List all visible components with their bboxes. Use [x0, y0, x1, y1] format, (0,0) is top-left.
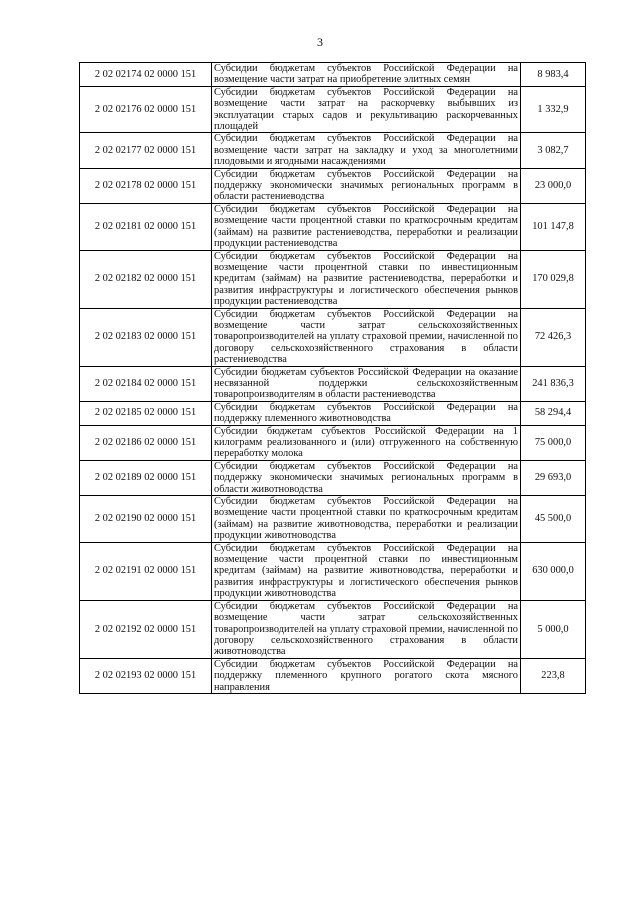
description-cell: Субсидии бюджетам субъектов Российской Федерации на возмещение части процентной ставки по краткосрочным кредитам (займам) на развитие животноводства, переработки и реализации продукции животноводства — [212, 496, 521, 543]
description-cell: Субсидии бюджетам субъектов Российской Федерации на поддержку племенного животноводства — [212, 401, 521, 425]
amount-cell: 75 000,0 — [521, 425, 586, 460]
budget-code-cell: 2 02 02193 02 0000 151 — [80, 658, 212, 693]
description-cell: Субсидии бюджетам субъектов Российской Федерации на возмещение части затрат сельскохозяйственных товаропроизводителей на уплату страховой премии, начисленной по договору сельскохозяйственного страхования в области растениеводства — [212, 308, 521, 366]
amount-cell: 1 332,9 — [521, 86, 586, 133]
description-cell: Субсидии бюджетам субъектов Российской Федерации на поддержку экономически значимых региональных программ в области животноводства — [212, 460, 521, 495]
budget-code-cell: 2 02 02185 02 0000 151 — [80, 401, 212, 425]
budget-code-cell: 2 02 02192 02 0000 151 — [80, 600, 212, 658]
table-row — [80, 425, 586, 460]
table-row — [80, 308, 586, 366]
budget-table — [79, 62, 586, 694]
budget-code-cell: 2 02 02176 02 0000 151 — [80, 86, 212, 133]
budget-code-cell: 2 02 02174 02 0000 151 — [80, 63, 212, 87]
amount-cell: 101 147,8 — [521, 203, 586, 250]
table-row — [80, 168, 586, 203]
amount-cell: 630 000,0 — [521, 542, 586, 600]
page-number: 3 — [317, 35, 323, 49]
budget-code-cell: 2 02 02183 02 0000 151 — [80, 308, 212, 366]
budget-code-cell: 2 02 02189 02 0000 151 — [80, 460, 212, 495]
budget-code-cell: 2 02 02190 02 0000 151 — [80, 496, 212, 543]
amount-cell: 29 693,0 — [521, 460, 586, 495]
description-cell: Субсидии бюджетам субъектов Российской Федерации на возмещение части процентной ставки по инвестиционным кредитам (займам) на развитие растениеводства, переработки и развития инфраструктуры и логистического обеспечения рынков продукции растениеводства — [212, 250, 521, 308]
table-row — [80, 86, 586, 133]
amount-cell: 58 294,4 — [521, 401, 586, 425]
budget-code-cell: 2 02 02191 02 0000 151 — [80, 542, 212, 600]
amount-cell: 45 500,0 — [521, 496, 586, 543]
description-cell: Субсидии бюджетам субъектов Российской Федерации на возмещение части затрат сельскохозяйственных товаропроизводителей на уплату страховой премии, начисленной по договору сельскохозяйственного страхования в области животноводства — [212, 600, 521, 658]
amount-cell: 5 000,0 — [521, 600, 586, 658]
amount-cell: 72 426,3 — [521, 308, 586, 366]
description-cell: Субсидии бюджетам субъектов Российской Федерации на поддержку племенного крупного рогатого скота мясного направления — [212, 658, 521, 693]
table-row — [80, 401, 586, 425]
table-row — [80, 203, 586, 250]
amount-cell: 223,8 — [521, 658, 586, 693]
description-cell: Субсидии бюджетам субъектов Российской Федерации на возмещение части процентной ставки по инвестиционным кредитам (займам) на развитие животноводства, переработки и развития инфраструктуры и логистического обеспечения рынков продукции животноводства — [212, 542, 521, 600]
table-row — [80, 658, 586, 693]
table-row — [80, 600, 586, 658]
amount-cell: 8 983,4 — [521, 63, 586, 87]
description-cell: Субсидии бюджетам субъектов Российской Федерации на 1 килограмм реализованного и (или) отгруженного на собственную переработку молока — [212, 425, 521, 460]
amount-cell: 3 082,7 — [521, 133, 586, 168]
amount-cell: 23 000,0 — [521, 168, 586, 203]
table-row — [80, 63, 586, 87]
amount-cell: 241 836,3 — [521, 366, 586, 401]
description-cell: Субсидии бюджетам субъектов Российской Федерации на возмещение части затрат на раскорчевку выбывших из эксплуатации старых садов и рекультивацию раскорчеванных площадей — [212, 86, 521, 133]
budget-code-cell: 2 02 02178 02 0000 151 — [80, 168, 212, 203]
table-row — [80, 542, 586, 600]
budget-code-cell: 2 02 02184 02 0000 151 — [80, 366, 212, 401]
table-row — [80, 366, 586, 401]
description-cell: Субсидии бюджетам субъектов Российской Федерации на возмещение части процентной ставки по краткосрочным кредитам (займам) на развитие растениеводства, переработки и реализации продукции растениеводства — [212, 203, 521, 250]
description-cell: Субсидии бюджетам субъектов Российской Федерации на возмещение части затрат на закладку и уход за многолетними плодовыми и ягодными насаждениями — [212, 133, 521, 168]
table-row — [80, 460, 586, 495]
budget-table-body — [80, 63, 586, 694]
budget-code-cell: 2 02 02186 02 0000 151 — [80, 425, 212, 460]
description-cell: Субсидии бюджетам субъектов Российской Федерации на оказание несвязанной поддержки сельскохозяйственным товаропроизводителям в области растениеводства — [212, 366, 521, 401]
amount-cell: 170 029,8 — [521, 250, 586, 308]
description-cell: Субсидии бюджетам субъектов Российской Федерации на поддержку экономически значимых региональных программ в области растениеводства — [212, 168, 521, 203]
budget-code-cell: 2 02 02177 02 0000 151 — [80, 133, 212, 168]
budget-code-cell: 2 02 02182 02 0000 151 — [80, 250, 212, 308]
table-row — [80, 133, 586, 168]
table-row — [80, 250, 586, 308]
description-cell: Субсидии бюджетам субъектов Российской Федерации на возмещение части затрат на приобретение элитных семян — [212, 63, 521, 87]
table-row — [80, 496, 586, 543]
budget-code-cell: 2 02 02181 02 0000 151 — [80, 203, 212, 250]
